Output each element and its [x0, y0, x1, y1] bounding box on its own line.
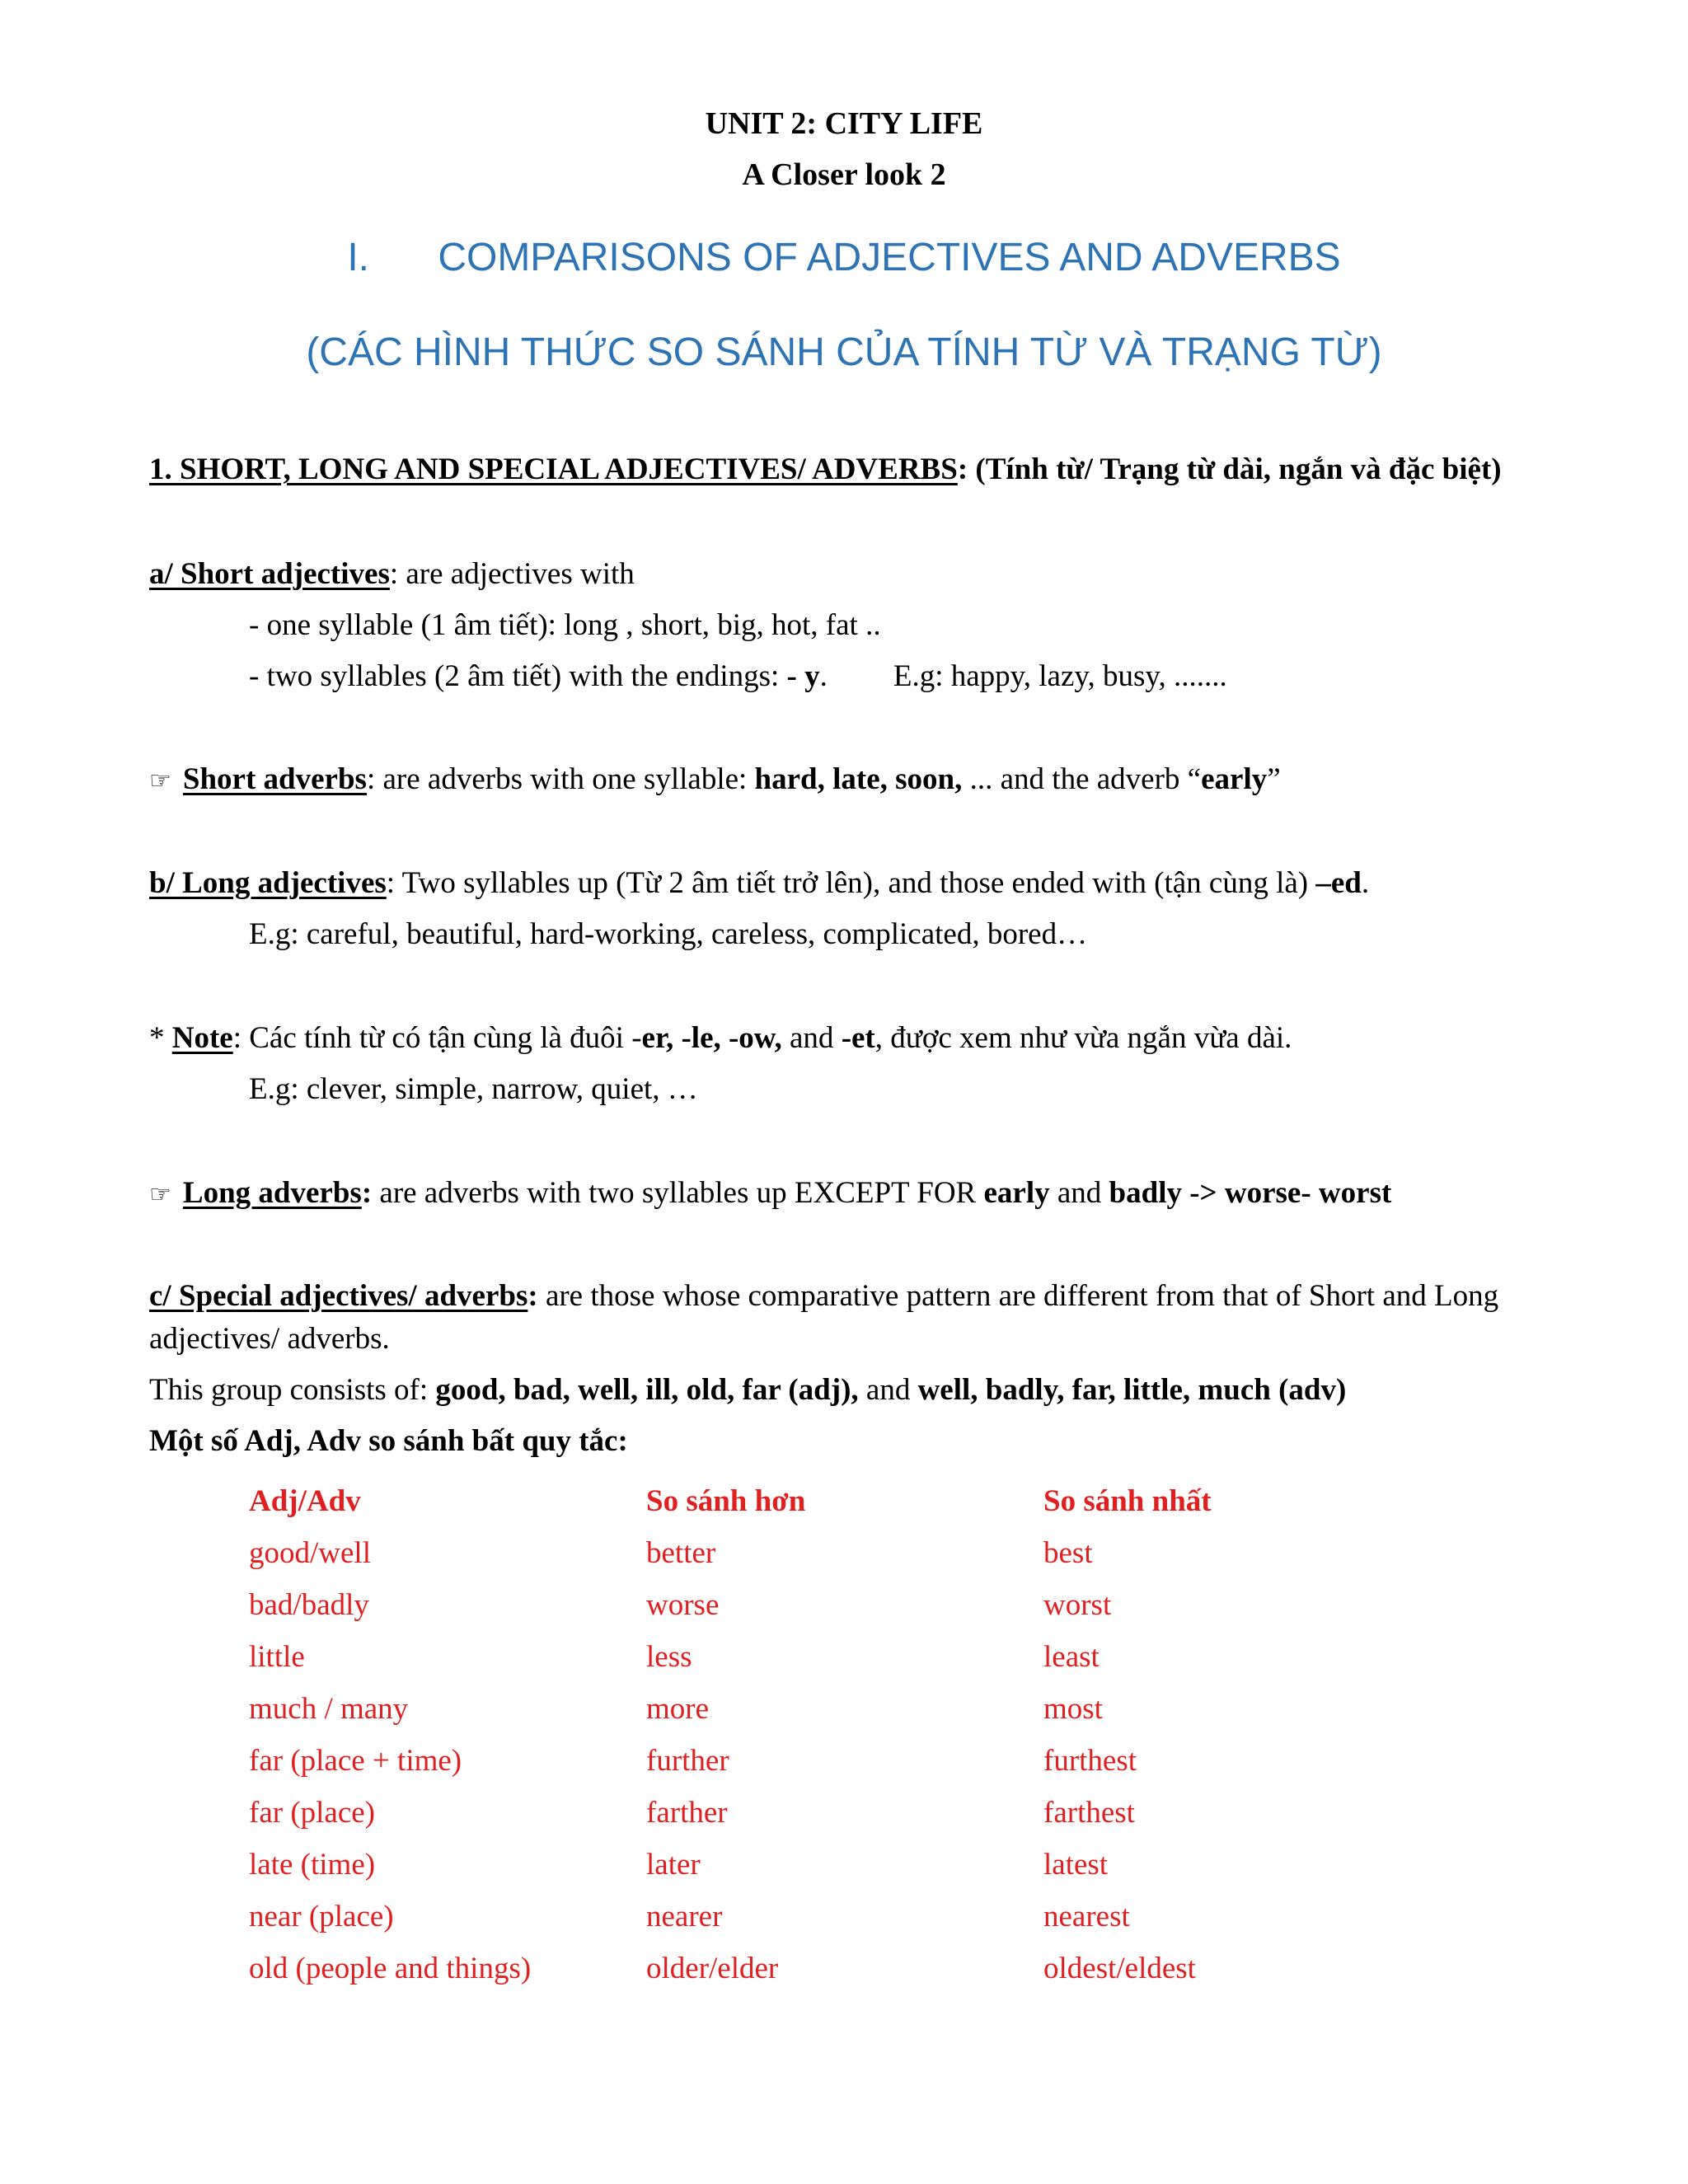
note-line: * Note: Các tính từ có tận cùng là đuôi -er, -le, -ow, and -et, được xem như vừa ngắn vừa dài.	[149, 1021, 1292, 1055]
table-row	[249, 1951, 1373, 2003]
table-cell: nearer	[646, 1900, 723, 1933]
long-adjectives-label: b/ Long adjectives	[149, 866, 387, 900]
short-adjectives-label: a/ Short adjectives	[149, 557, 390, 591]
unit-title: UNIT 2: CITY LIFE	[705, 106, 983, 141]
column-header: So sánh hơn	[646, 1484, 806, 1518]
table-cell: best	[1043, 1536, 1093, 1570]
table-row	[249, 1587, 1373, 1639]
table-row	[249, 1743, 1373, 1795]
table-cell: little	[249, 1640, 305, 1674]
column-header: So sánh nhất	[1043, 1484, 1212, 1518]
lesson-subtitle: A Closer look 2	[742, 157, 946, 192]
pointing-hand-icon: ☞	[149, 766, 171, 795]
note-label: Note	[171, 1021, 233, 1055]
table-row	[249, 1847, 1373, 1899]
table-cell: worse	[646, 1588, 720, 1622]
long-adj-examples: E.g: careful, beautiful, hard-working, careless, complicated, bored…	[249, 917, 1088, 951]
section1-title: 1. SHORT, LONG AND SPECIAL ADJECTIVES/ ADVERBS: (Tính từ/ Trạng từ dài, ngắn và đặc biệt)	[149, 452, 1502, 486]
table-row	[249, 1535, 1373, 1587]
table-cell: oldest/eldest	[1043, 1952, 1196, 1985]
special-adjectives-line: c/ Special adjectives/ adverbs: are those whose comparative pattern are different from that of Short and Long	[149, 1279, 1499, 1313]
table-cell: farther	[646, 1796, 728, 1830]
table-cell: old (people and things)	[249, 1952, 532, 1985]
short-adverbs-line: ☞ Short adverbs: are adverbs with one syllable: hard, late, soon, ... and the adverb “early”	[149, 762, 1281, 796]
table-cell: bad/badly	[249, 1588, 369, 1622]
short-adverbs-label: Short adverbs	[182, 762, 367, 796]
irregular-title: Một số Adj, Adv so sánh bất quy tắc:	[149, 1424, 628, 1458]
special-adjectives-label: c/ Special adjectives/ adverbs	[149, 1279, 528, 1313]
long-adverbs-line: ☞ Long adverbs: are adverbs with two syllables up EXCEPT FOR early and badly -> worse- worst	[149, 1176, 1392, 1210]
long-adjectives-line: b/ Long adjectives: Two syllables up (Từ 2 âm tiết trở lên), and those ended with (tận cùng là) –ed.	[149, 866, 1370, 900]
short-adj-rule-1: - one syllable (1 âm tiết): long , short, big, hot, fat ..	[249, 608, 881, 642]
table-cell: furthest	[1043, 1744, 1137, 1778]
special-group-line: This group consists of: good, bad, well, ill, old, far (adj), and well, badly, far, little, much (adv)	[149, 1373, 1347, 1407]
short-adjectives-line: a/ Short adjectives: are adjectives with	[149, 557, 635, 591]
table-cell: far (place + time)	[249, 1744, 462, 1778]
table-cell: late (time)	[249, 1848, 376, 1882]
table-row	[249, 1639, 1373, 1691]
table-cell: much / many	[249, 1692, 409, 1726]
table-cell: older/elder	[646, 1952, 779, 1985]
table-cell: farthest	[1043, 1796, 1135, 1830]
heading-number: I.	[347, 236, 369, 279]
table-cell: more	[646, 1692, 710, 1726]
table-header-row	[249, 1483, 1373, 1535]
short-adj-rule-2: - two syllables (2 âm tiết) with the endings: - y. E.g: happy, lazy, busy, .......	[249, 659, 1227, 693]
heading-translation: (CÁC HÌNH THỨC SO SÁNH CỦA TÍNH TỪ VÀ TRẠNG TỪ)	[306, 330, 1382, 374]
table-cell: least	[1043, 1640, 1100, 1674]
irregular-comparison-table	[249, 1483, 1373, 2003]
column-header: Adj/Adv	[249, 1484, 361, 1518]
heading-title: COMPARISONS OF ADJECTIVES AND ADVERBS	[438, 236, 1341, 279]
table-cell: far (place)	[249, 1796, 376, 1830]
table-cell: latest	[1043, 1848, 1109, 1882]
table-cell: further	[646, 1744, 729, 1778]
pointing-hand-icon: ☞	[149, 1180, 171, 1209]
special-adjectives-line-2: adjectives/ adverbs.	[149, 1322, 390, 1356]
table-cell: less	[646, 1640, 692, 1674]
table-cell: near (place)	[249, 1900, 394, 1933]
table-cell: worst	[1043, 1588, 1112, 1622]
table-cell: later	[646, 1848, 701, 1882]
table-row	[249, 1899, 1373, 1951]
table-cell: good/well	[249, 1536, 371, 1570]
note-examples: E.g: clever, simple, narrow, quiet, …	[249, 1072, 698, 1106]
table-row	[249, 1795, 1373, 1847]
table-cell: most	[1043, 1692, 1103, 1726]
table-row	[249, 1691, 1373, 1743]
table-cell: nearest	[1043, 1900, 1130, 1933]
table-cell: better	[646, 1536, 716, 1570]
section-heading	[0, 235, 1688, 280]
long-adverbs-label: Long adverbs	[182, 1176, 362, 1210]
